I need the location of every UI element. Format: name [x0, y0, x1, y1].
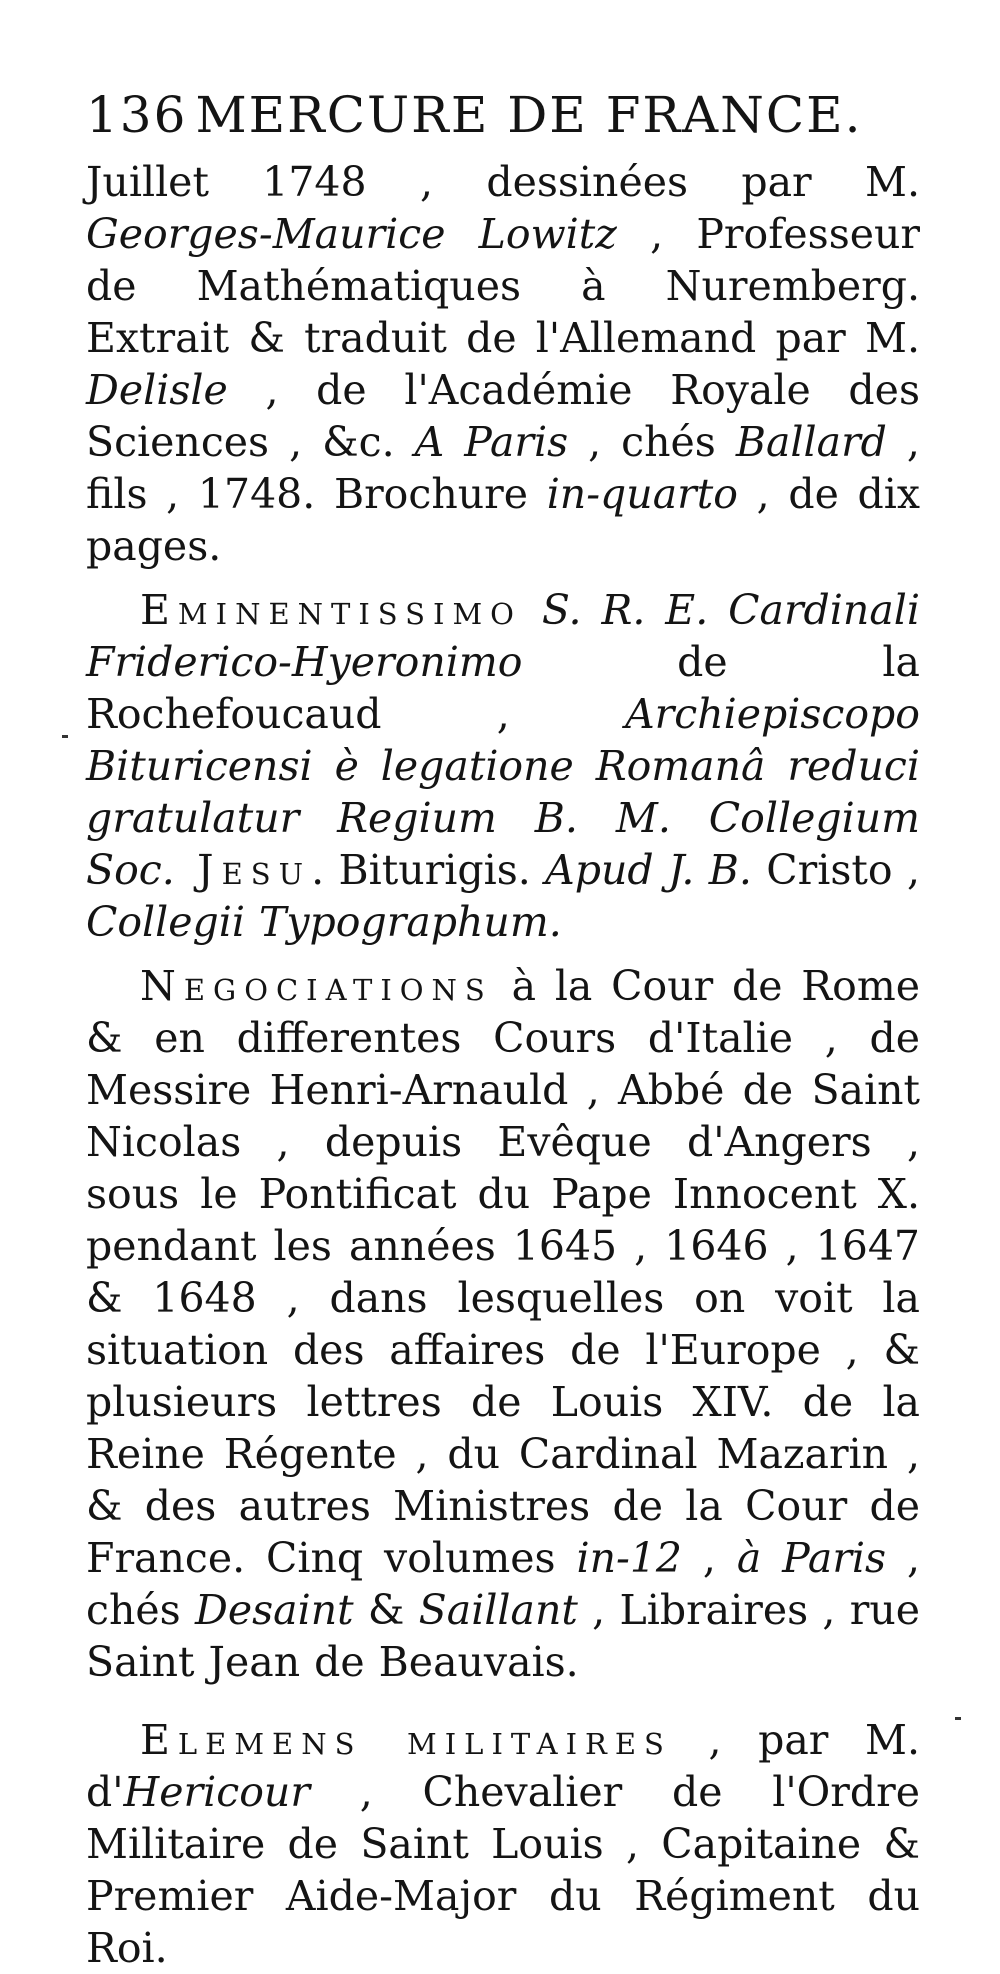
text-run-normal: , Libraires , rue Saint Jean de Beauvais. [86, 1586, 921, 1686]
text-run-italic: in-12 [576, 1534, 683, 1582]
text-run-italic: Delisle [86, 366, 228, 414]
text-run-normal: , Professeur de Mathématiques à Nuremberg. Extrait & traduit de l'Allemand par M. [86, 210, 921, 362]
text-run-italic: S. R. E. Cardinali Friderico-Hyeronimo [86, 586, 920, 686]
text-run-italic: Collegii Typographum. [86, 898, 562, 946]
text-run-normal: . Biturigis. [311, 846, 546, 894]
paragraph-negociations [86, 960, 920, 1688]
text-run-normal: , Chevalier de l'Ordre Militaire de Saint Louis , Capitaine & Premier Aide-Major du Régiment du Roi. [86, 1768, 920, 1972]
text-run-smallcaps: Jesu [174, 846, 312, 894]
text-run-italic: à Paris [736, 1534, 887, 1582]
text-run-italic: Ballard [735, 418, 887, 466]
text-run-italic: Desaint [194, 1586, 354, 1634]
text-run-normal: & [353, 1586, 419, 1634]
text-run-normal: , fils , 1748. Brochure [86, 418, 920, 518]
text-run-smallcaps: Elemens militaires [140, 1716, 672, 1764]
text-run-italic: in-quarto [546, 470, 738, 518]
stray-ink-mark [62, 735, 68, 738]
text-run-italic: Archiepiscopo Bituricensi è legatione Romanâ reduci gratulatur Regium B. M. Collegium Soc. [86, 690, 920, 894]
paragraph-eminentissimo [86, 584, 920, 948]
page-number: 136 [86, 86, 188, 144]
text-run-normal: , de dix pages. [86, 470, 920, 570]
text-run-smallcaps: Eminentissimo [140, 586, 522, 634]
text-run-normal: Cristo , [751, 846, 920, 894]
running-title: MERCURE DE FRANCE. [195, 86, 863, 144]
text-run-normal: , par M. d' [86, 1716, 920, 1816]
text-run-smallcaps: Negociations [140, 962, 493, 1010]
text-run-italic: Hericour [123, 1768, 310, 1816]
text-run-normal: , [682, 1534, 737, 1582]
text-run-normal: , de l'Académie Royale des Sciences , &c. [86, 366, 920, 466]
text-run-normal: à la Cour de Rome & en differentes Cours d'Italie , de Messire Henri-Arnauld , Abbé de Saint Nicolas , depuis Evêque d'Angers , sous le Pontificat du Pape Innocent X. pendant les années 1645 , 1646 , 1647 & 1648 , dans lesquelles on voit la situation des affaires de l'Europe , & plusieurs lettres de Louis XIV. de la Reine Régente , du Cardinal Mazarin , & des autres Ministres de la Cour de France. Cinq volumes [86, 962, 920, 1582]
text-run-normal: Juillet 1748 , dessinées par M. [86, 158, 920, 206]
text-run-italic: A Paris [414, 418, 569, 466]
paragraph-elemens [86, 1714, 920, 1974]
running-header [86, 86, 920, 144]
text-run-normal: , chés [568, 418, 736, 466]
text-run-italic: Saillant [418, 1586, 578, 1634]
text-run-italic: Georges-Maurice Lowitz [86, 210, 617, 258]
paragraph-lowitz [86, 156, 920, 572]
text-run-normal: , chés [86, 1534, 920, 1634]
stray-ink-mark [955, 1717, 961, 1720]
text-run-italic: Apud J. B. [545, 846, 752, 894]
text-run-normal: de la Rochefoucaud , [86, 638, 920, 738]
